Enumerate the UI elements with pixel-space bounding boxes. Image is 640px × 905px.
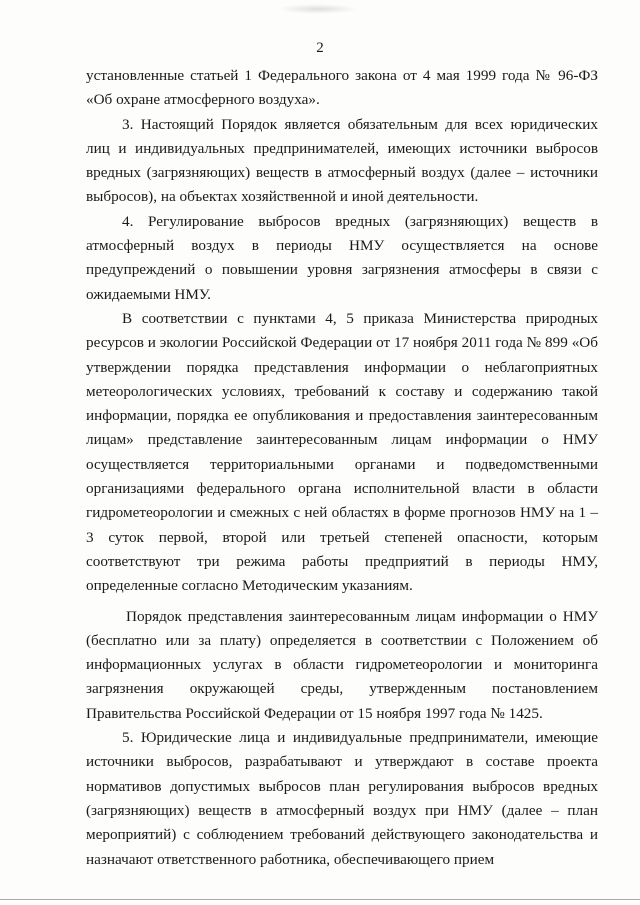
paragraph-item-5: 5. Юридические лица и индивидуальные предприниматели, имеющие источники выбросов, разрабатывают и утверждают в составе проекта нормативов допустимых выбросов план регулирования выбросов вредных (загрязняющих) веществ в атмосферный воздух при НМУ (далее – план мероприятий) с соблюдением требований действующего законодательства и назначают ответственного работника, обеспечивающего прием xyxy=(86,729,598,868)
document-body xyxy=(86,64,598,872)
paragraph-continuation: установленные статьей 1 Федерального закона от 4 мая 1999 года № 96-ФЗ «Об охране атмосферного воздуха». xyxy=(86,67,598,109)
page-number: 2 xyxy=(316,40,324,56)
page-bottom-edge xyxy=(0,899,640,900)
scan-artifact xyxy=(278,4,358,14)
paragraph-info-procedure: Порядок представления заинтересованным лицам информации о НМУ (бесплатно или за плату) определяется в соответствии с Положением об информационных услугах в области гидрометеорологии и мониторинга загрязнения окружающей среды, утвержденным постановлением Правительства Российской Федерации от 15 ноября 1997 года № 1425. xyxy=(86,607,598,722)
paragraph-item-3: 3. Настоящий Порядок является обязательным для всех юридических лиц и индивидуальных предпринимателей, имеющих источники выбросов вредных (загрязняющих) веществ в атмосферный воздух (далее – источники выбросов), на объектах хозяйственной и иной деятельности. xyxy=(86,115,598,206)
paragraph-item-4: 4. Регулирование выбросов вредных (загрязняющих) веществ в атмосферный воздух в периоды НМУ осуществляется на основе предупреждений о повышении уровня загрязнения атмосферы в связи с ожидаемыми НМУ. xyxy=(86,212,598,303)
paragraph-order-reference: В соответствии с пунктами 4, 5 приказа Министерства природных ресурсов и экологии Российской Федерации от 17 ноября 2011 года № 899 «Об утверждении порядка представления информации о неблагоприятных метеорологических условиях, требований к составу и содержанию такой информации, порядка ее опубликования и предоставления заинтересованным лицам» представление заинтересованным лицам информации о НМУ осуществляется территориальными органами и подведомственными организациями федерального органа исполнительной власти в области гидрометеорологии и смежных с ней областях в форме прогнозов НМУ на 1 – 3 суток первой, второй или третьей степеней опасности, которым соответствуют три режима работы предприятий в периоды НМУ, определенные согласно Методическим указаниям. xyxy=(86,309,598,595)
